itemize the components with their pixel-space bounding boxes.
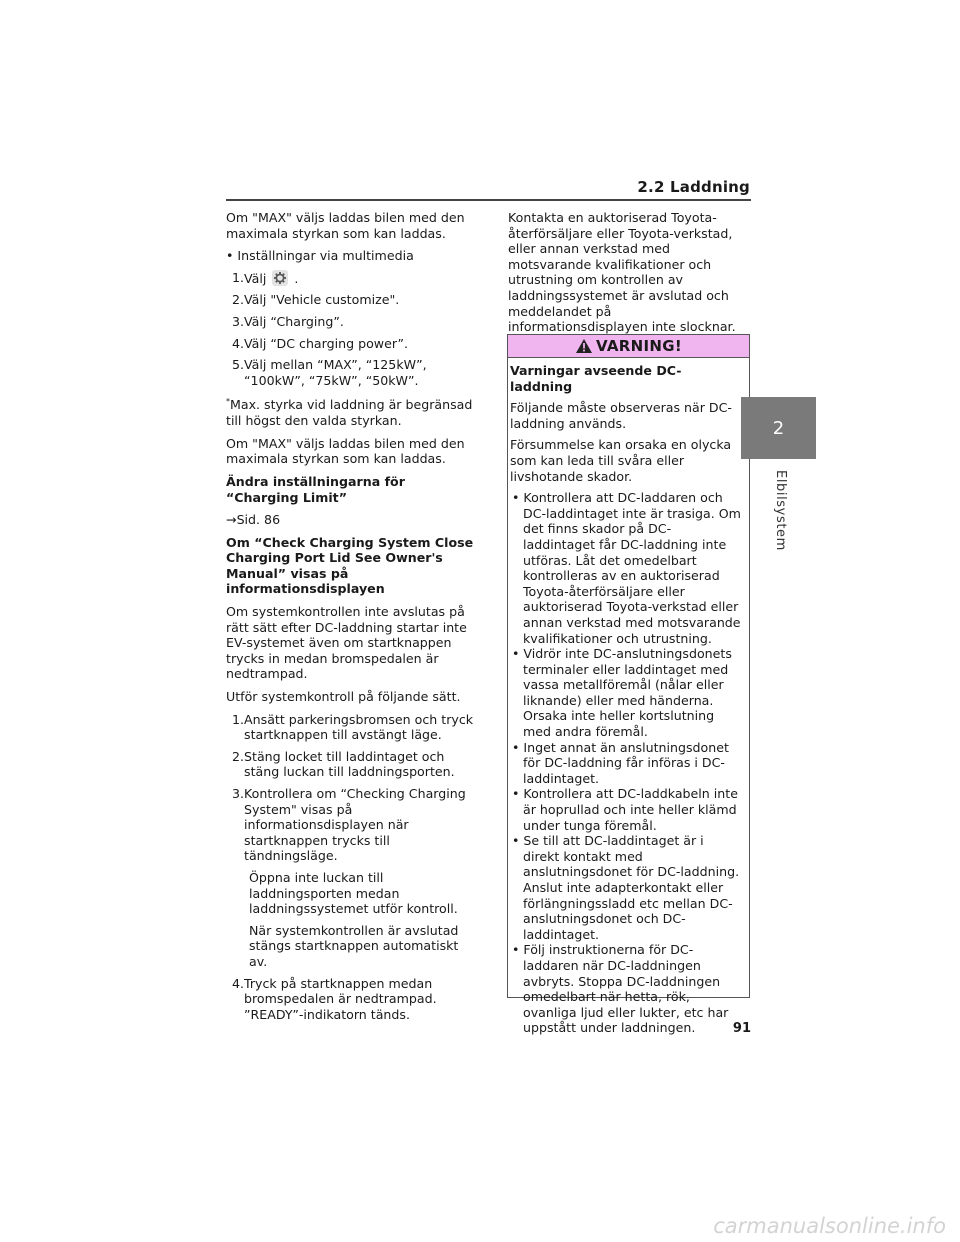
footnote-mark: * — [226, 397, 230, 407]
step-text: Tryck på startknappen medan bromspedalen är nedtrampad. ”READY”-indikatorn tänds. — [244, 975, 437, 1022]
paragraph: Utför systemkontroll på följande sätt. — [226, 689, 461, 705]
footnote-text: Max. styrka vid laddning är begränsad till högst den valda styrkan. — [226, 397, 473, 429]
header-divider — [226, 199, 751, 201]
paragraph: Kontakta en auktoriserad Toyota-återförsäljare eller Toyota-verkstad, eller annan verkstad med motsvarande kvalifikationer och utrustning om kontrollen av laddningssystemet är avslutad och meddelandet på informationsdisplayen inte slocknar. — [508, 210, 736, 335]
paragraph: Om "MAX" väljs laddas bilen med den maximala styrkan som kan laddas. — [226, 210, 465, 241]
step-text: Ansätt parkeringsbromsen och tryck startknappen till avstängt läge. — [244, 711, 474, 743]
left-column — [226, 210, 474, 1028]
settings-icon — [272, 270, 288, 286]
warning-item: • Se till att DC-laddintaget är i direkt kontakt med anslutningsdonet för DC-laddning. Anslut inte adapterkontakt eller förlängningssladd etc mellan DC-anslutningsdonet och DC-laddintaget. — [512, 833, 740, 942]
step-item — [232, 314, 474, 330]
paragraph: Om systemkontrollen inte avslutas på rätt sätt efter DC-laddning startar inte EV-systemet även om startknappen trycks in medan bromspedalen är nedtrampad. — [226, 604, 467, 682]
step-number: 2. — [232, 292, 245, 308]
step-number: 3. — [232, 786, 245, 801]
step-item — [232, 292, 474, 308]
step-item — [232, 357, 474, 388]
step-text: Välj mellan “MAX”, “125kW”, “100kW”, “75kW”, “50kW”. — [244, 357, 427, 388]
step-note: Öppna inte luckan till laddningsporten medan laddningssystemet utför kontroll. — [249, 869, 458, 917]
step-number: 1. — [232, 711, 245, 727]
step-text: Stäng locket till laddintaget och stäng luckan till laddningsporten. — [244, 748, 455, 780]
paragraph: Om "MAX" väljs laddas bilen med den maximala styrkan som kan laddas. — [226, 435, 465, 467]
footnote — [226, 394, 474, 428]
step-text: Välj "Vehicle customize". — [244, 292, 400, 308]
warning-item: • Kontrollera att DC-laddkabeln inte är hoprullad och inte heller klämd under tunga föremål. — [512, 786, 738, 833]
chapter-number: 2 — [772, 417, 785, 439]
step-text: Välj “DC charging power”. — [244, 335, 409, 351]
step-item — [232, 270, 474, 287]
step-number: 3. — [232, 313, 245, 329]
bullet-item: • Inställningar via multimedia — [226, 248, 414, 264]
warning-list — [510, 490, 743, 1036]
step-item — [232, 712, 474, 743]
arrow-icon: → — [226, 512, 237, 528]
warning-body — [508, 358, 749, 1036]
warning-item: • Kontrollera att DC-laddaren och DC-laddintaget inte är trasiga. Om det finns skador på DC-laddintaget får DC-laddning inte utföras. Låt det omedelbart kontrolleras av en auktoriserad Toyota-återförsäljare eller auktoriserad Toyota-verkstad eller annan verkstad med motsvarande kvalifikationer och utrustning. — [512, 490, 741, 646]
step-number: 5. — [232, 357, 245, 373]
subheading: Om “Check Charging System Close Charging Port Lid See Owner's Manual” visas på informationsdisplayen — [226, 534, 474, 597]
paragraph: Försummelse kan orsaka en olycka som kan leda till svåra eller livshotande skador. — [510, 437, 732, 484]
step-list — [232, 712, 474, 1023]
step-number: 4. — [232, 335, 245, 351]
step-text: Välj “Charging”. — [244, 313, 344, 329]
step-note: När systemkontrollen är avslutad stängs startknappen automatiskt av. — [249, 922, 459, 969]
right-column — [508, 210, 750, 342]
step-number: 4. — [232, 975, 245, 991]
page-number: 91 — [732, 1021, 751, 1036]
step-item — [232, 749, 474, 780]
step-list — [232, 270, 474, 389]
step-text-post: . — [294, 270, 299, 286]
page-reference — [226, 512, 474, 528]
step-text — [244, 270, 474, 287]
warning-title: VARNING! — [596, 337, 682, 355]
watermark: carmanualsonline.info — [713, 1214, 946, 1238]
warning-icon — [575, 338, 593, 354]
warning-heading: Varningar avseende DC-laddning — [510, 363, 682, 394]
paragraph: Följande måste observeras när DC-laddning används. — [510, 400, 732, 431]
subheading: Ändra inställningarna för “Charging Limit” — [226, 473, 405, 505]
page-reference-link[interactable]: Sid. 86 — [236, 512, 281, 528]
chapter-label: Elbilsystem — [773, 470, 788, 551]
step-item — [232, 336, 474, 352]
warning-item: • Vidrör inte DC-anslutningsdonets terminaler eller laddintaget med vassa metallföremål (nålar eller liknande) eller med händerna. Orsaka inte heller kortslutning med andra föremål. — [512, 646, 732, 740]
warning-header — [508, 335, 749, 358]
step-item — [232, 786, 474, 864]
step-number: 2. — [232, 748, 245, 764]
warning-item: • Inget annat än anslutningsdonet för DC-laddning får införas i DC-laddintaget. — [512, 739, 729, 786]
step-text: Kontrollera om “Checking Charging System" visas på informationsdisplayen när startknappen trycks till tändningsläge. — [244, 786, 466, 864]
step-number: 1. — [232, 269, 245, 285]
warning-item: • Följ instruktionerna för DC-laddaren när DC-laddningen avbryts. Stoppa DC-laddningen omedelbart när hetta, rök, ovanliga ljud eller lukter, etc har uppstått under laddningen. — [512, 942, 729, 1036]
step-item — [232, 976, 474, 1023]
section-title: 2.2 Laddning — [637, 178, 750, 196]
step-text-pre: Välj — [244, 270, 267, 286]
chapter-tab — [741, 397, 816, 459]
